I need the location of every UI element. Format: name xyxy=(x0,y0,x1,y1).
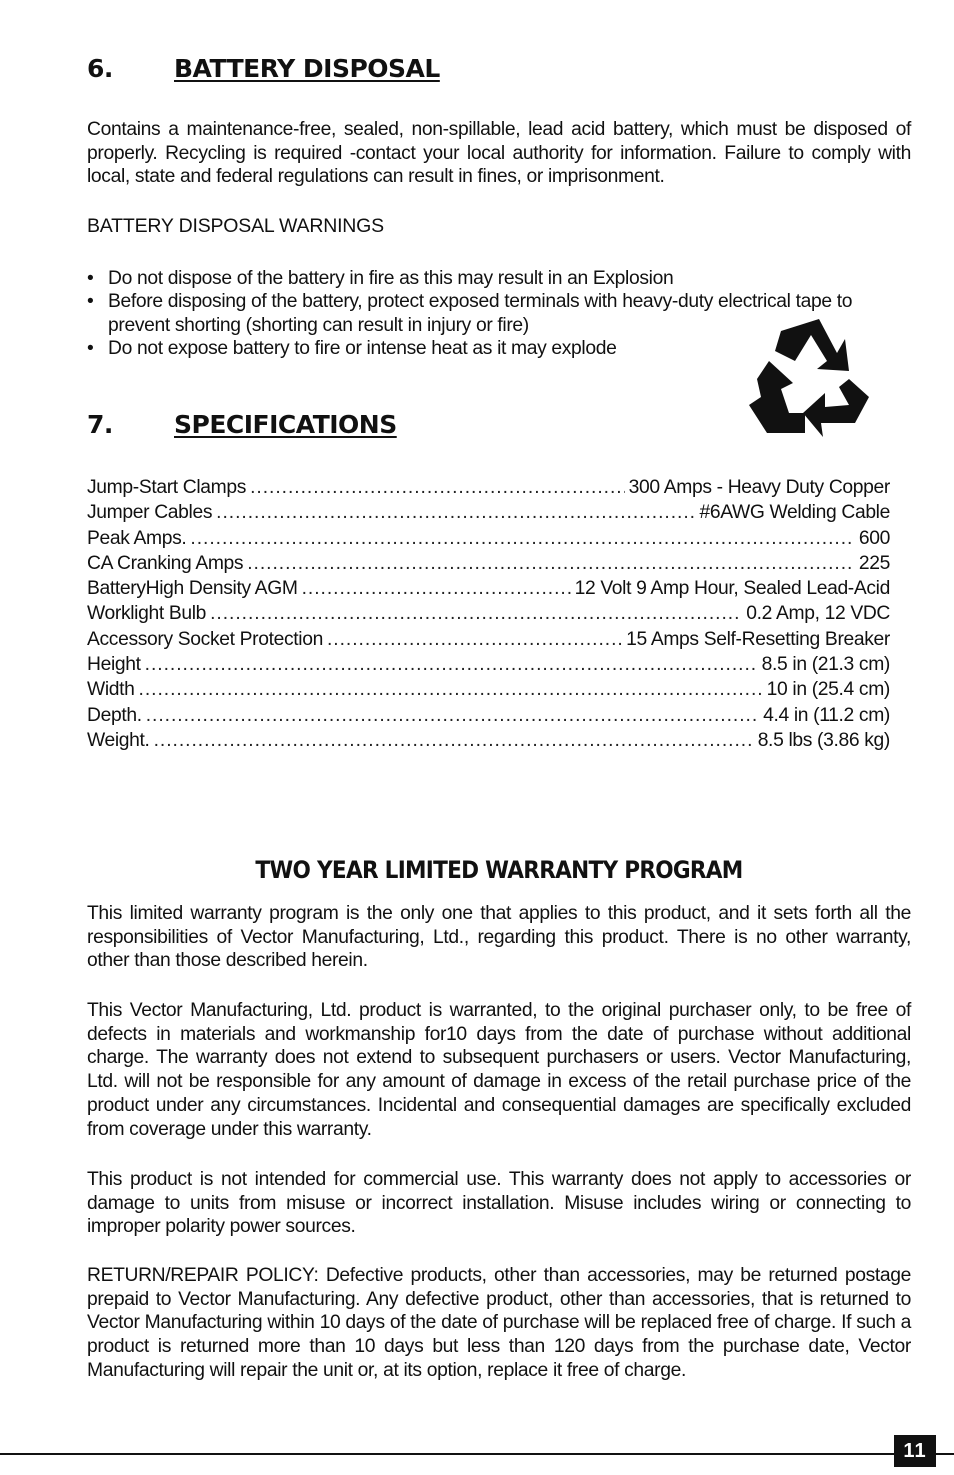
spec-label: Accessory Socket Protection xyxy=(87,628,323,650)
battery-disposal-intro: Contains a maintenance-free, sealed, non-spillable, lead acid battery, which must be disposed of properly. Recycling is required -contact your local authority for information. Failure to comply with local, state and federal regulations can result in fines, or imprisonment. xyxy=(87,119,911,188)
section-6-number: 6. xyxy=(87,54,113,83)
spec-label: Height xyxy=(87,654,141,676)
spec-row xyxy=(87,553,890,578)
spec-value: 225 xyxy=(858,552,890,574)
spec-label: Width xyxy=(87,679,135,701)
spec-row xyxy=(87,528,890,553)
spec-value: 0.2 Amp, 12 VDC xyxy=(746,603,890,625)
spec-value: 600 xyxy=(858,527,890,549)
spec-row xyxy=(87,654,890,679)
spec-label: Weight. xyxy=(87,729,150,751)
spec-row xyxy=(87,629,890,654)
spec-label: Depth. xyxy=(87,704,142,726)
spec-row xyxy=(87,730,890,755)
warning-item: • Do not expose battery to fire or intense heat as it may explode xyxy=(87,337,617,359)
spec-value: 15 Amps Self-Resetting Breaker xyxy=(626,628,890,650)
spec-row xyxy=(87,705,890,730)
battery-disposal-warnings-heading: BATTERY DISPOSAL WARNINGS xyxy=(87,215,384,237)
spec-value: 8.5 in (21.3 cm) xyxy=(761,654,890,676)
spec-row xyxy=(87,603,890,628)
spec-label: Jump-Start Clamps xyxy=(87,477,247,498)
spec-value: 4.4 in (11.2 cm) xyxy=(763,704,890,726)
spec-label: CA Cranking Amps xyxy=(87,552,244,574)
spec-row xyxy=(87,477,890,502)
warranty-paragraph: This product is not intended for commercial use. This warranty does not apply to accessories or damage to units from misuse or incorrect installation. Misuse includes wiring or connecting to improper polarity power sources. xyxy=(87,1169,911,1238)
section-7-title: SPECIFICATIONS xyxy=(174,410,397,439)
spec-value: 10 in (25.4 cm) xyxy=(766,679,890,701)
warning-item: • Before disposing of the battery, protect exposed terminals with heavy-duty electrical tape to prevent shorting (shorting can result in injury or fire) xyxy=(87,291,853,336)
footer-rule xyxy=(0,1453,954,1455)
spec-label: Jumper Cables xyxy=(87,502,213,524)
section-7-number: 7. xyxy=(87,410,113,439)
section-7-heading xyxy=(87,410,397,439)
spec-row xyxy=(87,502,890,527)
section-6-heading xyxy=(87,54,440,83)
spec-value: 300 Amps - Heavy Duty Copper xyxy=(628,477,890,498)
spec-row xyxy=(87,679,890,704)
recycle-icon xyxy=(745,317,871,443)
section-6-title: BATTERY DISPOSAL xyxy=(174,54,440,83)
specifications-list xyxy=(87,477,890,755)
spec-value: 12 Volt 9 Amp Hour, Sealed Lead-Acid xyxy=(574,578,890,600)
warranty-title: TWO YEAR LIMITED WARRANTY PROGRAM xyxy=(255,856,743,884)
page-number: 11 xyxy=(894,1435,936,1467)
warranty-paragraph: RETURN/REPAIR POLICY: Defective products, other than accessories, may be returned postage prepaid to Vector Manufacturing. Any defective product, other than accessories, that is returned to Vector Manufacturing within 10 days of the date of purchase will be replaced free of charge. If such a product is returned more than 10 days but less than 120 days from the purchase date, Vector Manufacturing will repair the unit or, at its option, replace it free of charge. xyxy=(87,1265,911,1381)
spec-row xyxy=(87,578,890,603)
spec-value: #6AWG Welding Cable xyxy=(699,502,890,524)
spec-label: Worklight Bulb xyxy=(87,603,207,625)
spec-label: BatteryHigh Density AGM xyxy=(87,578,298,600)
spec-label: Peak Amps. xyxy=(87,527,187,549)
spec-value: 8.5 lbs (3.86 kg) xyxy=(757,729,890,751)
warning-item: • Do not dispose of the battery in fire as this may result in an Explosion xyxy=(87,268,674,289)
warranty-paragraph: This limited warranty program is the only one that applies to this product, and it sets forth all the responsibilities of Vector Manufacturing, Ltd., regarding this product. There is no other warranty, other than those described herein. xyxy=(87,903,911,972)
warranty-paragraph: This Vector Manufacturing, Ltd. product is warranted, to the original purchaser only, to be free of defects in materials and workmanship for10 days from the date of purchase without additional charge. The warranty does not extend to subsequent purchasers or users. Vector Manufacturing, Ltd. will not be responsible for any amount of damage in excess of the retail purchase price of the product under any circumstances. Incidental and consequential damages are specifically excluded from coverage under this warranty. xyxy=(87,1000,911,1140)
